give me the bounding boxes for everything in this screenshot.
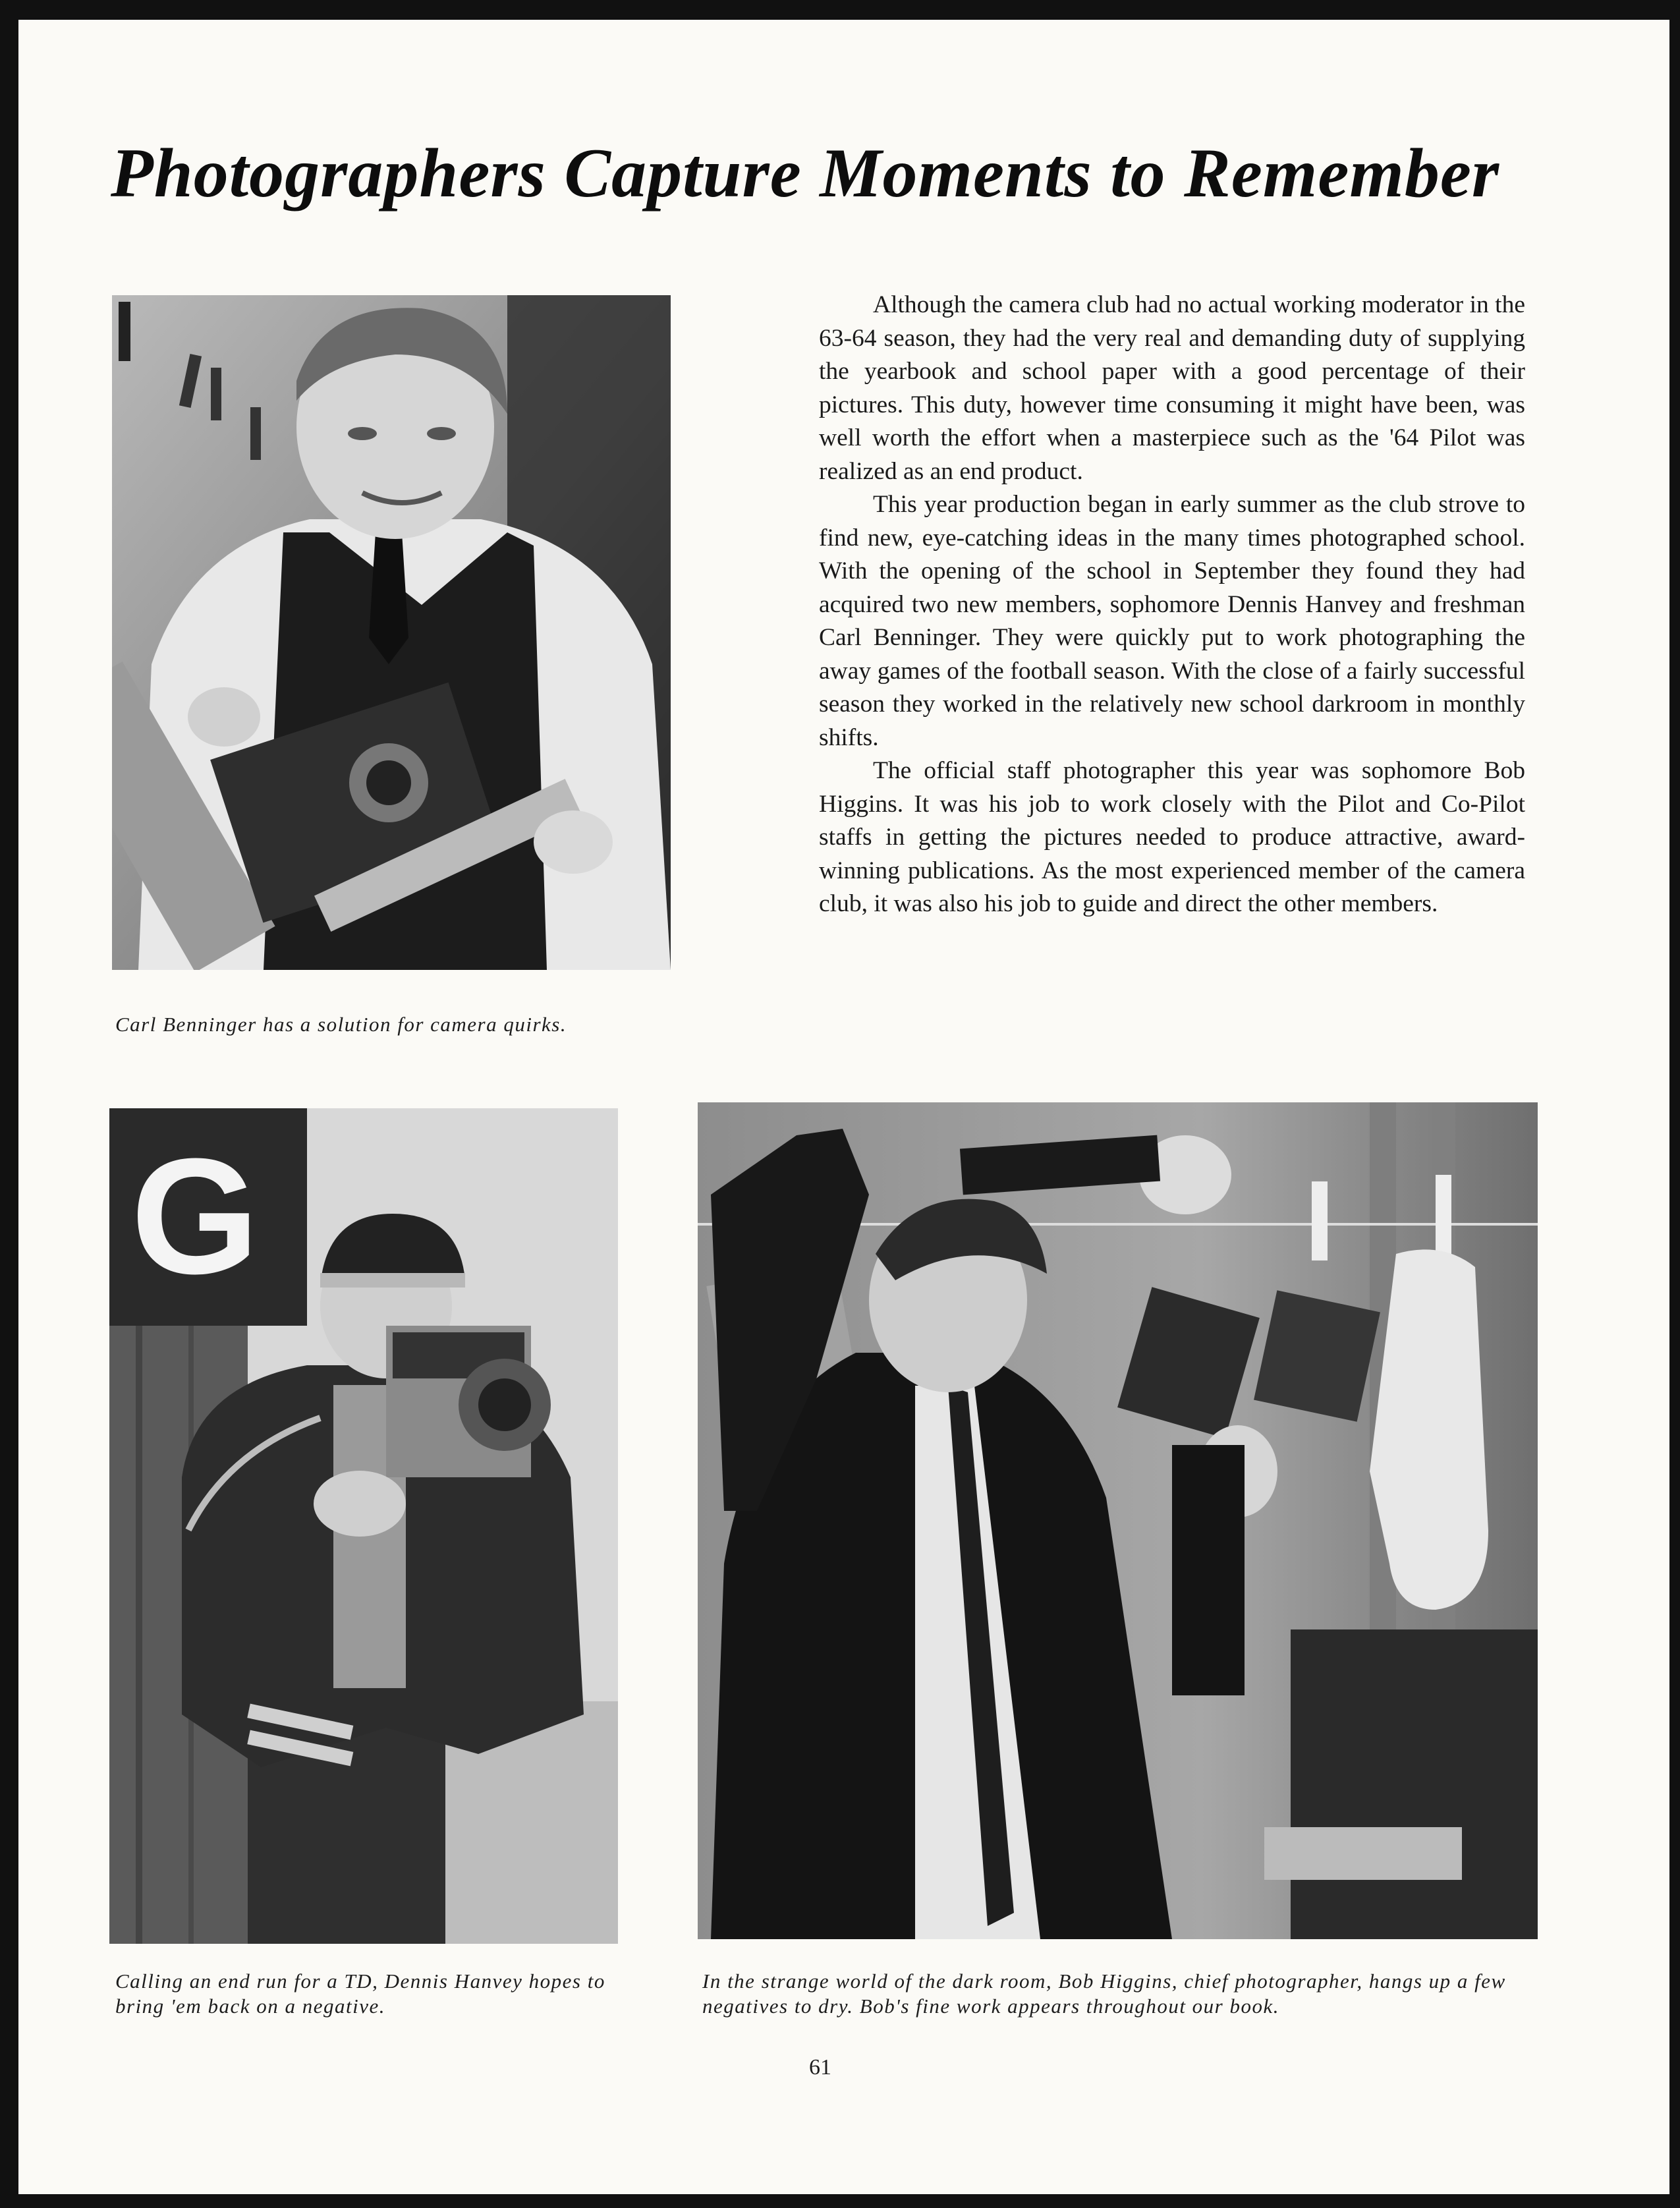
article-paragraph-3: The official staff photographer this year was sophomore Bob Higgins. It was his job to work closely with the Pilot and Co-Pilot staffs in getting the pictures needed to produce attractive, award-winning publications. As the most experienced member of the camera club, it was also his job to guide and direct the other members. xyxy=(819,757,1525,917)
photo-hanvey xyxy=(109,1108,618,1944)
photo-higgins xyxy=(698,1102,1538,1939)
sign-letter: G xyxy=(130,1124,260,1308)
page-number: 61 xyxy=(809,2055,831,2080)
caption-hanvey: Calling an end run for a TD, Dennis Hanvey hopes to bring 'em back on a negative. xyxy=(115,1969,605,2018)
caption-higgins: In the strange world of the dark room, Bob Higgins, chief photographer, hangs up a few negatives to dry. Bob's fine work appears throughout our book. xyxy=(702,1969,1506,2018)
article-body xyxy=(819,289,1525,921)
page-title: Photographers Capture Moments to Remember xyxy=(111,134,1500,212)
photo-hanvey-image xyxy=(109,1108,618,1944)
photo-benninger-image xyxy=(112,295,671,970)
article-paragraph-2: This year production began in early summer as the club strove to find new, eye-catching ideas in the many times photographed school. With the opening of the school in September they found they had acquired two new members, sophomore Dennis Hanvey and freshman Carl Benninger. They were quickly put to work photographing the away games of the football season. With the close of a fairly successful season they worked in the relatively new school darkroom in monthly shifts. xyxy=(819,491,1525,751)
photo-benninger xyxy=(112,295,671,970)
caption-benninger: Carl Benninger has a solution for camera quirks. xyxy=(115,1013,567,1036)
article-paragraph-1: Although the camera club had no actual working moderator in the 63-64 season, they had the very real and demanding duty of supplying the yearbook and school paper with a good percentage of their pictures. This duty, however time consuming it might have been, was well worth the effort when a masterpiece such as the '64 Pilot was realized as an end product. xyxy=(819,291,1525,485)
photo-higgins-image xyxy=(698,1102,1538,1939)
